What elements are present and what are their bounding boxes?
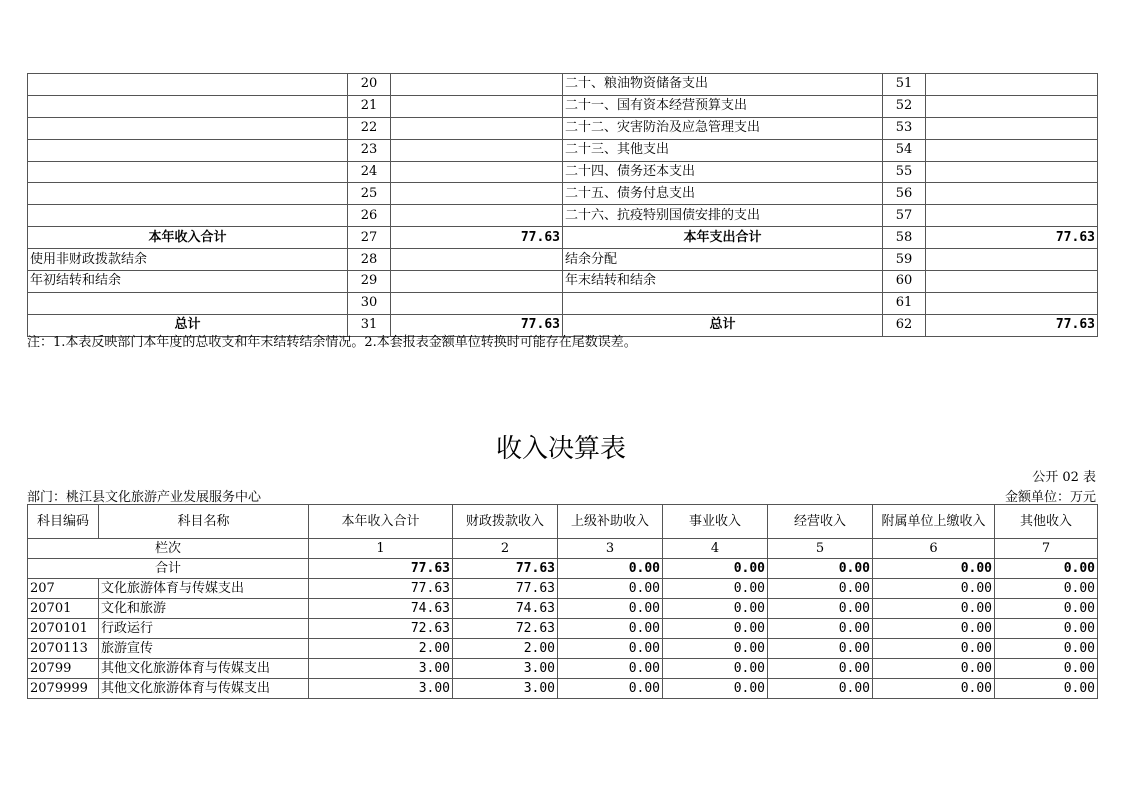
page-title: 收入决算表 — [495, 434, 626, 464]
left-label — [28, 117, 348, 139]
summary-row — [28, 95, 1098, 117]
amount-cell: 0.00 — [558, 639, 663, 659]
summary-table — [27, 73, 1098, 337]
right-label: 二十三、其他支出 — [563, 139, 883, 161]
right-line-number: 52 — [883, 95, 926, 117]
right-line-number: 55 — [883, 161, 926, 183]
right-line-number: 54 — [883, 139, 926, 161]
left-label: 总计 — [28, 314, 348, 336]
right-label: 年末结转和结余 — [563, 271, 883, 293]
subject-code: 2079999 — [28, 679, 99, 699]
left-label — [28, 161, 348, 183]
amount-cell: 74.63 — [309, 599, 453, 619]
amount-cell: 3.00 — [309, 659, 453, 679]
column-number: 5 — [768, 539, 873, 559]
total-row — [28, 559, 1098, 579]
right-line-number: 53 — [883, 117, 926, 139]
summary-row — [28, 74, 1098, 96]
right-amount — [926, 139, 1098, 161]
left-line-number: 20 — [348, 74, 391, 96]
summary-row — [28, 271, 1098, 293]
amount-cell: 0.00 — [873, 639, 995, 659]
right-amount — [926, 271, 1098, 293]
total-value: 0.00 — [663, 559, 768, 579]
left-amount — [391, 74, 563, 96]
form-number: 公开 02 表 — [1032, 470, 1096, 485]
right-amount — [926, 95, 1098, 117]
header-cell: 科目编码 — [28, 505, 99, 539]
table-row — [28, 659, 1098, 679]
total-value: 0.00 — [558, 559, 663, 579]
amount-cell: 0.00 — [995, 679, 1098, 699]
left-label: 使用非财政拨款结余 — [28, 249, 348, 271]
income-table — [27, 504, 1098, 699]
amount-cell: 0.00 — [663, 639, 768, 659]
left-line-number: 23 — [348, 139, 391, 161]
summary-row — [28, 227, 1098, 249]
total-value: 0.00 — [768, 559, 873, 579]
table-row — [28, 599, 1098, 619]
left-amount — [391, 249, 563, 271]
summary-row — [28, 117, 1098, 139]
amount-cell: 0.00 — [558, 599, 663, 619]
left-amount — [391, 161, 563, 183]
amount-cell: 0.00 — [768, 619, 873, 639]
header-cell: 上级补助收入 — [558, 505, 663, 539]
left-amount — [391, 117, 563, 139]
left-label — [28, 292, 348, 314]
left-label: 年初结转和结余 — [28, 271, 348, 293]
amount-cell: 0.00 — [663, 659, 768, 679]
amount-cell: 0.00 — [558, 679, 663, 699]
right-label: 二十四、债务还本支出 — [563, 161, 883, 183]
right-amount — [926, 183, 1098, 205]
subject-code: 207 — [28, 579, 99, 599]
subject-code: 2070113 — [28, 639, 99, 659]
amount-cell: 77.63 — [309, 579, 453, 599]
right-line-number: 58 — [883, 227, 926, 249]
right-amount: 77.63 — [926, 227, 1098, 249]
amount-cell: 0.00 — [873, 679, 995, 699]
column-number-row — [28, 539, 1098, 559]
left-amount — [391, 205, 563, 227]
summary-row — [28, 183, 1098, 205]
amount-cell: 3.00 — [453, 679, 558, 699]
amount-cell: 0.00 — [873, 579, 995, 599]
amount-cell: 0.00 — [768, 659, 873, 679]
left-line-number: 31 — [348, 314, 391, 336]
table-row — [28, 679, 1098, 699]
left-label — [28, 74, 348, 96]
amount-cell: 0.00 — [768, 579, 873, 599]
amount-cell: 0.00 — [995, 639, 1098, 659]
table-row — [28, 579, 1098, 599]
left-line-number: 27 — [348, 227, 391, 249]
total-value: 0.00 — [873, 559, 995, 579]
total-label: 合计 — [28, 559, 309, 579]
header-cell: 附属单位上缴收入 — [873, 505, 995, 539]
right-line-number: 62 — [883, 314, 926, 336]
subject-name: 其他文化旅游体育与传媒支出 — [99, 659, 309, 679]
amount-cell: 0.00 — [873, 619, 995, 639]
left-line-number: 22 — [348, 117, 391, 139]
right-label: 二十五、债务付息支出 — [563, 183, 883, 205]
right-line-number: 51 — [883, 74, 926, 96]
amount-cell: 0.00 — [558, 579, 663, 599]
header-cell: 科目名称 — [99, 505, 309, 539]
amount-cell: 0.00 — [995, 619, 1098, 639]
right-label: 总计 — [563, 314, 883, 336]
amount-cell: 0.00 — [663, 679, 768, 699]
left-amount — [391, 292, 563, 314]
column-number: 6 — [873, 539, 995, 559]
subject-code: 20799 — [28, 659, 99, 679]
right-amount — [926, 117, 1098, 139]
left-amount — [391, 183, 563, 205]
amount-cell: 72.63 — [309, 619, 453, 639]
amount-cell: 0.00 — [768, 639, 873, 659]
right-amount — [926, 205, 1098, 227]
subject-name: 其他文化旅游体育与传媒支出 — [99, 679, 309, 699]
right-line-number: 60 — [883, 271, 926, 293]
left-amount — [391, 95, 563, 117]
total-value: 0.00 — [995, 559, 1098, 579]
amount-cell: 77.63 — [453, 579, 558, 599]
header-cell: 本年收入合计 — [309, 505, 453, 539]
amount-cell: 0.00 — [558, 659, 663, 679]
subject-name: 行政运行 — [99, 619, 309, 639]
column-number: 4 — [663, 539, 768, 559]
summary-row — [28, 205, 1098, 227]
right-amount — [926, 161, 1098, 183]
right-label: 二十六、抗疫特别国债安排的支出 — [563, 205, 883, 227]
column-row-label: 栏次 — [28, 539, 309, 559]
subject-name: 文化和旅游 — [99, 599, 309, 619]
amount-unit-label: 金额单位：万元 — [1004, 490, 1096, 505]
right-amount — [926, 74, 1098, 96]
summary-row — [28, 249, 1098, 271]
left-line-number: 26 — [348, 205, 391, 227]
amount-cell: 0.00 — [995, 659, 1098, 679]
amount-cell: 0.00 — [663, 619, 768, 639]
header-cell: 经营收入 — [768, 505, 873, 539]
left-label — [28, 95, 348, 117]
amount-cell: 0.00 — [768, 599, 873, 619]
amount-cell: 3.00 — [309, 679, 453, 699]
amount-cell: 0.00 — [873, 599, 995, 619]
right-label: 二十二、灾害防治及应急管理支出 — [563, 117, 883, 139]
amount-cell: 0.00 — [995, 579, 1098, 599]
amount-cell: 0.00 — [663, 579, 768, 599]
department-label: 部门：桃江县文化旅游产业发展服务中心 — [27, 490, 262, 505]
left-label — [28, 183, 348, 205]
amount-cell: 2.00 — [309, 639, 453, 659]
right-line-number: 61 — [883, 292, 926, 314]
right-label: 本年支出合计 — [563, 227, 883, 249]
table-row — [28, 619, 1098, 639]
right-line-number: 57 — [883, 205, 926, 227]
subject-code: 2070101 — [28, 619, 99, 639]
left-label — [28, 139, 348, 161]
left-label: 本年收入合计 — [28, 227, 348, 249]
amount-cell: 0.00 — [995, 599, 1098, 619]
amount-cell: 3.00 — [453, 659, 558, 679]
right-line-number: 56 — [883, 183, 926, 205]
column-number: 1 — [309, 539, 453, 559]
amount-cell: 72.63 — [453, 619, 558, 639]
subject-code: 20701 — [28, 599, 99, 619]
table-row — [28, 639, 1098, 659]
summary-row — [28, 292, 1098, 314]
left-amount — [391, 271, 563, 293]
summary-row — [28, 139, 1098, 161]
left-line-number: 30 — [348, 292, 391, 314]
right-label: 二十一、国有资本经营预算支出 — [563, 95, 883, 117]
header-cell: 其他收入 — [995, 505, 1098, 539]
right-label: 二十、粮油物资储备支出 — [563, 74, 883, 96]
amount-cell: 0.00 — [873, 659, 995, 679]
column-number: 7 — [995, 539, 1098, 559]
left-amount: 77.63 — [391, 314, 563, 336]
right-amount — [926, 249, 1098, 271]
left-line-number: 28 — [348, 249, 391, 271]
total-value: 77.63 — [453, 559, 558, 579]
right-line-number: 59 — [883, 249, 926, 271]
left-amount — [391, 139, 563, 161]
summary-row — [28, 161, 1098, 183]
right-amount: 77.63 — [926, 314, 1098, 336]
right-label: 结余分配 — [563, 249, 883, 271]
right-label — [563, 292, 883, 314]
total-value: 77.63 — [309, 559, 453, 579]
amount-cell: 0.00 — [768, 679, 873, 699]
left-amount: 77.63 — [391, 227, 563, 249]
amount-cell: 2.00 — [453, 639, 558, 659]
header-cell: 财政拨款收入 — [453, 505, 558, 539]
column-number: 3 — [558, 539, 663, 559]
left-line-number: 24 — [348, 161, 391, 183]
subject-name: 旅游宣传 — [99, 639, 309, 659]
left-line-number: 21 — [348, 95, 391, 117]
column-number: 2 — [453, 539, 558, 559]
left-line-number: 29 — [348, 271, 391, 293]
income-table-header-row — [28, 505, 1098, 539]
amount-cell: 0.00 — [663, 599, 768, 619]
left-label — [28, 205, 348, 227]
header-cell: 事业收入 — [663, 505, 768, 539]
left-line-number: 25 — [348, 183, 391, 205]
right-amount — [926, 292, 1098, 314]
amount-cell: 74.63 — [453, 599, 558, 619]
subject-name: 文化旅游体育与传媒支出 — [99, 579, 309, 599]
amount-cell: 0.00 — [558, 619, 663, 639]
summary-note: 注：1.本表反映部门本年度的总收支和年末结转结余情况。2.本套报表金额单位转换时可能存在尾数误差。 — [27, 335, 637, 350]
